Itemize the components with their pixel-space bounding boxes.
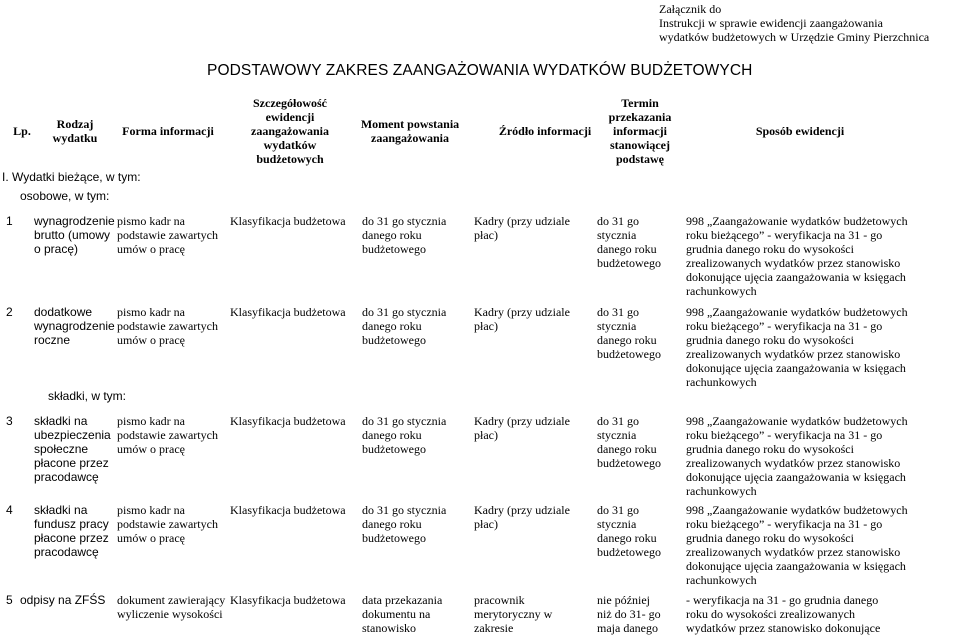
header-moment: Moment powstania zaangażowania [360,117,460,145]
header-lp: Lp. [13,124,31,138]
row-rodzaj: wynagrodzenie brutto (umowy o pracę) [34,214,115,256]
row-lp: 2 [6,305,13,319]
row-termin: do 31 go stycznia danego roku budżetowego [597,503,661,559]
row-forma: pismo kadr na podstawie zawartych umów o pracę [117,305,218,347]
row-zrodlo: Kadry (przy udziale płac) [474,305,570,333]
row-moment: do 31 go stycznia danego roku budżetowego [362,414,447,456]
header-sposob: Sposób ewidencji [755,124,845,138]
row-sposob: 998 „Zaangażowanie wydatków budżetowych roku bieżącego” - weryfikacja na 31 - go grudnia danego roku do wysokości zrealizowanych wydatków przez stanowisko dokonujące ujęcia zaangażowania w księgach rachunkowych [686,305,908,389]
row-lp: 4 [6,503,13,517]
row-szczegolowosc: Klasyfikacja budżetowa [230,593,346,607]
row-zrodlo: Kadry (przy udziale płac) [474,214,570,242]
row-rodzaj: składki na ubezpieczenia społeczne płacone przez pracodawcę [34,414,111,484]
row-zrodlo: Kadry (przy udziale płac) [474,503,570,531]
section-bieza: I. Wydatki bieżące, w tym: [2,170,141,184]
row-lp: 1 [6,214,13,228]
row-lp: 5 [6,593,13,607]
row-zrodlo: pracownik merytoryczny w zakresie [474,593,553,635]
row-szczegolowosc: Klasyfikacja budżetowa [230,305,346,319]
row-rodzaj: składki na fundusz pracy płacone przez pracodawcę [34,503,109,559]
attachment-line-1: Załącznik do [659,2,722,16]
page-title: PODSTAWOWY ZAKRES ZAANGAŻOWANIA WYDATKÓW BUDŻETOWYCH [207,62,753,79]
row-moment: do 31 go stycznia danego roku budżetowego [362,503,447,545]
row-rodzaj: dodatkowe wynagrodzenie roczne [34,305,115,347]
row-termin: do 31 go stycznia danego roku budżetowego [597,214,661,270]
row-szczegolowosc: Klasyfikacja budżetowa [230,414,346,428]
row-sposob: - weryfikacja na 31 - go grudnia danego roku do wysokości zrealizowanych wydatków przez stanowisko dokonujące [686,593,881,635]
row-termin: do 31 go stycznia danego roku budżetowego [597,414,661,470]
row-termin: nie później niż do 31- go maja danego [597,593,661,635]
row-termin: do 31 go stycznia danego roku budżetowego [597,305,661,361]
row-lp: 3 [6,414,13,428]
attachment-line-2: Instrukcji w sprawie ewidencji zaangażowania [659,16,883,30]
row-moment: do 31 go stycznia danego roku budżetowego [362,305,447,347]
section-skladki: składki, w tym: [48,389,127,403]
row-forma: pismo kadr na podstawie zawartych umów o pracę [117,414,218,456]
row-szczegolowosc: Klasyfikacja budżetowa [230,214,346,228]
row-forma: dokument zawierający wyliczenie wysokości [117,593,226,621]
header-rodzaj: Rodzaj wydatku [52,117,98,145]
row-forma: pismo kadr na podstawie zawartych umów o pracę [117,214,218,256]
header-termin: Termin przekazania informacji stanowiącej podstawę [608,96,672,166]
row-rodzaj: odpisy na ZFŚS [20,593,106,607]
row-sposob: 998 „Zaangażowanie wydatków budżetowych roku bieżącego” - weryfikacja na 31 - go grudnia danego roku do wysokości zrealizowanych wydatków przez stanowisko dokonujące ujęcia zaangażowania w księgach rachunkowych [686,414,908,498]
header-zrodlo: Źródło informacji [498,124,592,138]
row-szczegolowosc: Klasyfikacja budżetowa [230,503,346,517]
row-zrodlo: Kadry (przy udziale płac) [474,414,570,442]
row-moment: do 31 go stycznia danego roku budżetowego [362,214,447,256]
attachment-note [659,2,959,44]
section-osobowe: osobowe, w tym: [20,189,110,203]
row-moment: data przekazania dokumentu na stanowisko [362,593,443,635]
row-forma: pismo kadr na podstawie zawartych umów o pracę [117,503,218,545]
header-szczegolowosc: Szczegółowość ewidencji zaangażowania wydatków budżetowych [251,96,329,166]
attachment-line-3: wydatków budżetowych w Urzędzie Gminy Pierzchnica [659,30,930,44]
row-sposob: 998 „Zaangażowanie wydatków budżetowych roku bieżącego” - weryfikacja na 31 - go grudnia danego roku do wysokości zrealizowanych wydatków przez stanowisko dokonujące ujęcia zaangażowania w księgach rachunkowych [686,503,908,587]
header-forma: Forma informacji [122,124,214,138]
row-sposob: 998 „Zaangażowanie wydatków budżetowych roku bieżącego” - weryfikacja na 31 - go grudnia danego roku do wysokości zrealizowanych wydatków przez stanowisko dokonujące ujęcia zaangażowania w księgach rachunkowych [686,214,908,298]
